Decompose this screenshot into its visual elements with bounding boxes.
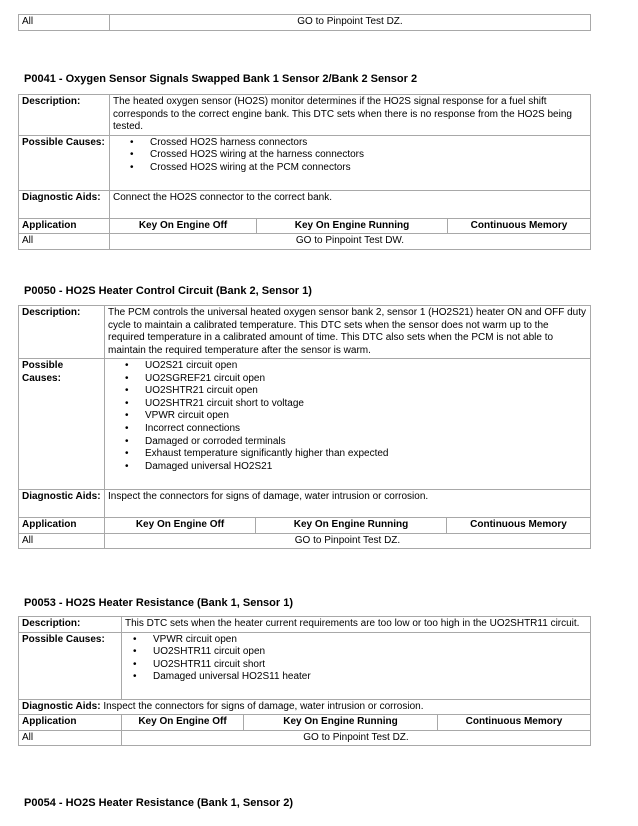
list-item: • UO2SHTR11 circuit open <box>153 646 587 659</box>
column-header-koer: Key On Engine Running <box>256 518 447 534</box>
list-item: • UO2SHTR11 circuit short <box>153 659 587 672</box>
application-value: All <box>19 730 122 746</box>
diagnostic-aids-label: Diagnostic Aids: <box>19 190 110 218</box>
list-item: • UO2SHTR21 circuit short to voltage <box>145 398 587 411</box>
list-item: • Damaged universal HO2S11 heater <box>153 671 587 684</box>
possible-causes-cell <box>110 135 591 190</box>
possible-causes-label <box>19 632 122 699</box>
table-row <box>19 632 591 699</box>
application-value: All <box>19 234 110 250</box>
list-item: • Crossed HO2S wiring at the PCM connectors <box>150 162 587 175</box>
description-label: Description: <box>19 95 110 136</box>
application-value: All <box>19 533 105 549</box>
column-header-koeo: Key On Engine Off <box>110 218 257 234</box>
causes-list <box>150 137 587 175</box>
table-row <box>19 234 591 250</box>
table-row <box>19 617 591 633</box>
diagnostic-aids-text: Connect the HO2S connector to the correct bank. <box>110 190 591 218</box>
column-header-koer: Key On Engine Running <box>257 218 448 234</box>
possible-causes-text: Possible Causes: <box>22 633 105 645</box>
table-header-row <box>19 218 591 234</box>
column-header-continuous-memory: Continuous Memory <box>447 518 591 534</box>
description-text: The PCM controls the universal heated oxygen sensor bank 2, sensor 1 (HO2S21) heater ON and OFF duty cycle to maintain a calibrated temperature. This DTC sets when the sensor does not warm up to the required temperature in a calibrated amount of time. This DTC also sets when the PCM is not able to maintain the required temperature after the sensor is warm. <box>105 306 591 359</box>
application-value: All <box>19 15 110 31</box>
table-row <box>19 730 591 746</box>
table-header-row <box>19 518 591 534</box>
action-value: GO to Pinpoint Test DZ. <box>105 533 591 549</box>
column-header-application: Application <box>19 218 110 234</box>
diagnostic-aids-label: Diagnostic Aids: <box>22 700 101 712</box>
possible-causes-label: Possible Causes: <box>19 135 110 190</box>
column-header-application: Application <box>19 715 122 731</box>
table-row <box>19 95 591 136</box>
section-heading-p0050: P0050 - HO2S Heater Control Circuit (Bank 2, Sensor 1) <box>24 285 312 297</box>
table-row <box>19 359 591 490</box>
list-item: • Crossed HO2S wiring at the harness connectors <box>150 149 587 162</box>
column-header-koer: Key On Engine Running <box>244 715 438 731</box>
action-value: GO to Pinpoint Test DW. <box>110 234 591 250</box>
description-label: Description: <box>19 617 122 633</box>
table-row <box>19 699 591 715</box>
list-item: • Exhaust temperature significantly higher than expected <box>145 448 587 461</box>
action-value: GO to Pinpoint Test DZ. <box>122 730 591 746</box>
list-item: • UO2SGREF21 circuit open <box>145 373 587 386</box>
table-row <box>19 533 591 549</box>
diagnostic-aids-text: Inspect the connectors for signs of damage, water intrusion or corrosion. <box>105 490 591 518</box>
list-item: • VPWR circuit open <box>153 634 587 647</box>
table-row <box>19 15 591 31</box>
possible-causes-cell <box>105 359 591 490</box>
list-item: • Crossed HO2S harness connectors <box>150 137 587 150</box>
causes-list <box>145 360 587 473</box>
table-row <box>19 135 591 190</box>
column-header-koeo: Key On Engine Off <box>105 518 256 534</box>
list-item: • Incorrect connections <box>145 423 587 436</box>
possible-causes-label: Possible Causes: <box>19 359 105 490</box>
top-continuation-table <box>18 14 591 31</box>
section-heading-p0054: P0054 - HO2S Heater Resistance (Bank 1, Sensor 2) <box>24 797 294 809</box>
dtc-table-p0041 <box>18 94 591 250</box>
diagnostic-aids-text: Inspect the connectors for signs of damage, water intrusion or corrosion. <box>103 700 424 712</box>
section-heading-p0041: P0041 - Oxygen Sensor Signals Swapped Bank 1 Sensor 2/Bank 2 Sensor 2 <box>24 73 418 85</box>
diagnostic-aids-cell <box>19 699 591 715</box>
list-item: • VPWR circuit open <box>145 410 587 423</box>
list-item: • Damaged or corroded terminals <box>145 436 587 449</box>
column-header-koeo: Key On Engine Off <box>122 715 244 731</box>
dtc-table-p0050 <box>18 305 591 549</box>
table-row <box>19 490 591 518</box>
description-label: Description: <box>19 306 105 359</box>
diagnostic-aids-label: Diagnostic Aids: <box>19 490 105 518</box>
description-text: The heated oxygen sensor (HO2S) monitor determines if the HO2S signal response for a fuel shift corresponds to the correct engine bank. This DTC sets when there is no response from the HO2S being tested. <box>110 95 591 136</box>
table-row <box>19 190 591 218</box>
table-header-row <box>19 715 591 731</box>
causes-list <box>153 634 587 684</box>
column-header-application: Application <box>19 518 105 534</box>
dtc-table-p0053 <box>18 616 591 746</box>
section-heading-p0053: P0053 - HO2S Heater Resistance (Bank 1, Sensor 1) <box>24 597 294 609</box>
list-item: • Damaged universal HO2S21 <box>145 461 587 474</box>
table-row <box>19 306 591 359</box>
column-header-continuous-memory: Continuous Memory <box>448 218 591 234</box>
action-value: GO to Pinpoint Test DZ. <box>110 15 591 31</box>
list-item: • UO2SHTR21 circuit open <box>145 385 587 398</box>
list-item: • UO2S21 circuit open <box>145 360 587 373</box>
description-text: This DTC sets when the heater current requirements are too low or too high in the UO2SHTR11 circuit. <box>122 617 591 633</box>
column-header-continuous-memory: Continuous Memory <box>438 715 591 731</box>
possible-causes-cell <box>122 632 591 699</box>
